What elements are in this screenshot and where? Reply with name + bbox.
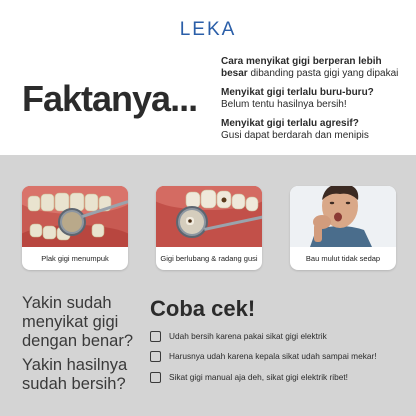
card-cavity	[156, 186, 262, 270]
card-bad-breath	[290, 186, 396, 270]
checkbox[interactable]	[150, 331, 161, 342]
fact-question: Cara menyikat gigi berperan lebih besar	[221, 56, 382, 79]
top-section	[0, 0, 416, 155]
checklist-label: Sikat gigi manual aja deh, sikat gigi elektrik ribet!	[169, 372, 348, 382]
card-caption: Bau mulut tidak sedap	[305, 254, 381, 263]
checklist-item[interactable]	[150, 370, 348, 384]
question-brushing-correctly: Yakin sudah menyikat gigi dengan benar?	[22, 294, 134, 350]
checklist-title: Coba cek!	[150, 296, 256, 321]
dental-mirror-plaque-photo	[22, 186, 128, 247]
fact-item	[221, 87, 411, 111]
facts-list	[221, 56, 411, 149]
checkbox[interactable]	[150, 372, 161, 383]
checklist-item[interactable]	[150, 329, 327, 343]
fact-item	[221, 118, 411, 142]
card-caption: Gigi berlubang & radang gusi	[160, 254, 258, 263]
checklist-label: Harusnya udah karena kepala sikat udah sampai mekar!	[169, 351, 377, 361]
fact-question: Menyikat gigi terlalu buru-buru?	[221, 87, 374, 98]
question-clean-result: Yakin hasilnya sudah bersih?	[22, 356, 128, 393]
card-plaque	[22, 186, 128, 270]
fact-answer: dibanding pasta gigi yang dipakai	[247, 68, 399, 79]
dental-mirror-cavity-photo	[156, 186, 262, 247]
checkbox[interactable]	[150, 351, 161, 362]
checklist-label: Udah bersih karena pakai sikat gigi elektrik	[169, 331, 327, 341]
headline: Faktanya...	[22, 78, 198, 119]
man-bad-breath-photo	[290, 186, 396, 247]
fact-answer: Gusi dapat berdarah dan menipis	[221, 130, 369, 141]
brand-logo: LEKA	[179, 19, 237, 40]
fact-item	[221, 56, 411, 80]
fact-answer: Belum tentu hasilnya bersih!	[221, 99, 347, 110]
fact-question: Menyikat gigi terlalu agresif?	[221, 118, 359, 129]
card-caption: Plak gigi menumpuk	[41, 254, 109, 263]
checklist-item[interactable]	[150, 349, 377, 363]
